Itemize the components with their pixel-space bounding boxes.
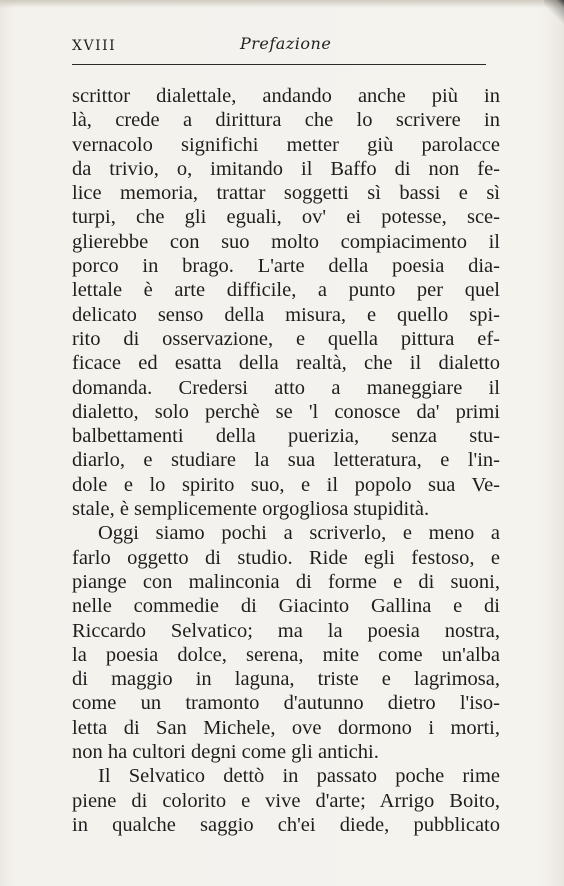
- text-line: di maggio in laguna, triste e lagrimosa,: [72, 668, 500, 691]
- text-line: Oggi siamo pochi a scriverlo, e meno a: [98, 522, 500, 545]
- text-line: domanda. Credersi atto a maneggiare il: [72, 376, 500, 399]
- text-line: la poesia dolce, serena, mite come un'alba: [72, 643, 500, 666]
- text-line: turpi, che gli eguali, ov' ei potesse, sce-: [72, 206, 500, 229]
- text-line: in qualche saggio ch'ei diede, pubblicato: [72, 813, 500, 836]
- text-line: dole e lo spirito suo, e il popolo sua Ve-: [72, 473, 500, 496]
- running-title: Prefazione: [240, 34, 332, 53]
- text-line: farlo oggetto di studio. Ride egli festoso, e: [72, 546, 500, 569]
- text-line: lettale è arte difficile, a punto per quel: [72, 279, 500, 302]
- text-line: lice memoria, trattar soggetti sì bassi e sì: [72, 182, 500, 205]
- text-line: ficace ed esatta della realtà, che il dialetto: [72, 352, 500, 375]
- page-top-shadow: [0, 0, 564, 8]
- text-line: porco in brago. L'arte della poesia dia-: [72, 255, 500, 278]
- text-line: stale, è semplicemente orgogliosa stupidità.: [72, 498, 430, 521]
- running-header: [72, 34, 486, 60]
- text-line: piene di colorito e vive d'arte; Arrigo Boito,: [72, 789, 500, 812]
- text-line: vernacolo significhi metter giù parolacce: [72, 133, 500, 156]
- text-line: scrittor dialettale, andando anche più in: [72, 85, 500, 107]
- text-line: Riccardo Selvatico; ma la poesia nostra,: [72, 619, 500, 642]
- text-line: delicato senso della misura, e quello spi-: [72, 303, 500, 326]
- text-line: balbettamenti della puerizia, senza stu-: [72, 425, 500, 448]
- text-line: diarlo, e studiare la sua letteratura, e l'in-: [72, 449, 500, 472]
- text-line: da trivio, o, imitando il Baffo di non fe-: [72, 157, 500, 180]
- page-corner-shadow: [544, 0, 564, 30]
- header-rule: [72, 64, 486, 65]
- text-line: dialetto, solo perchè se 'l conosce da' primi: [72, 400, 500, 423]
- text-line: piange con malinconia di forme e di suoni,: [72, 570, 500, 593]
- text-line: nelle commedie di Giacinto Gallina e di: [72, 595, 500, 618]
- text-line: non ha cultori degni come gli antichi.: [72, 741, 379, 764]
- body-text: [72, 84, 500, 837]
- text-line: glierebbe con suo molto compiacimento il: [72, 230, 500, 253]
- text-line: rito di osservazione, e quella pittura ef-: [72, 327, 500, 350]
- text-line: Il Selvatico dettò in passato poche rime: [98, 765, 500, 788]
- text-line: come un tramonto d'autunno dietro l'iso-: [72, 692, 500, 715]
- text-line: letta di San Michele, ove dormono i morti,: [72, 716, 500, 739]
- text-line: là, crede a dirittura che lo scrivere in: [72, 109, 500, 132]
- page-number: XVIII: [72, 38, 117, 54]
